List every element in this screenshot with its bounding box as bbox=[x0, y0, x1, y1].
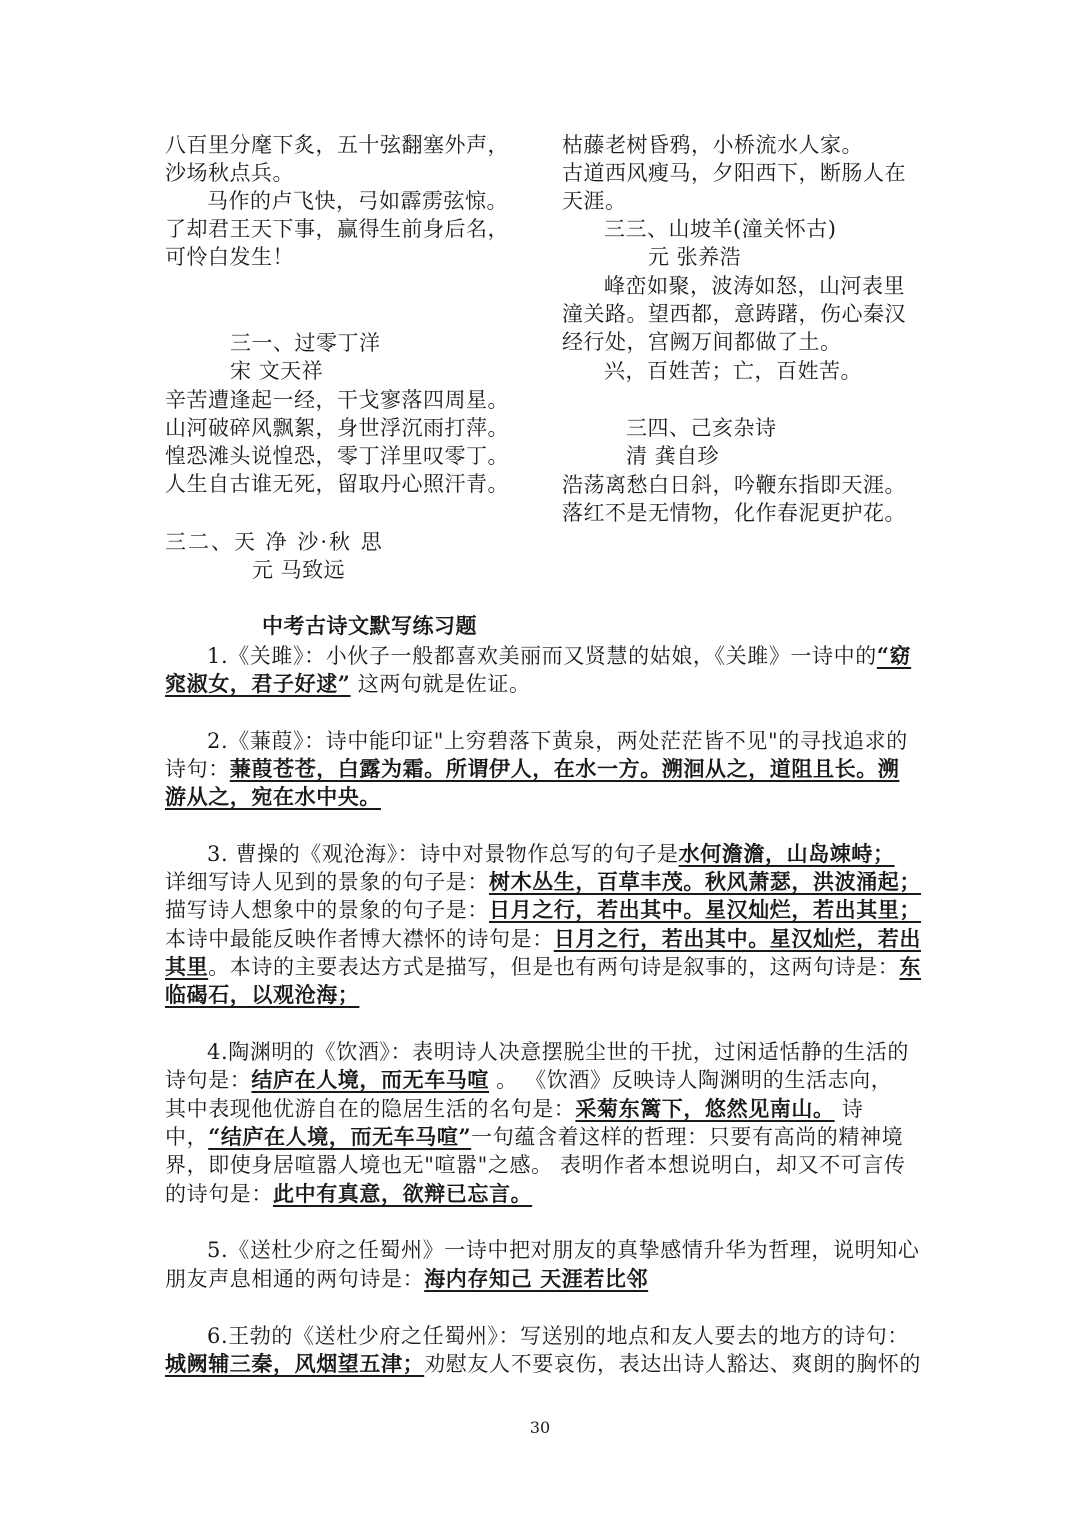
question-text: 其中表现他优游自在的隐居生活的名句是： bbox=[165, 1097, 576, 1121]
question-5-line bbox=[165, 1265, 648, 1293]
question-text: 一句蕴含着这样的哲理：只要有高尚的精神境 bbox=[471, 1125, 904, 1149]
poem-line: 峰峦如聚，波涛如怒，山河表里 bbox=[604, 274, 905, 298]
page-number: 30 bbox=[529, 1418, 551, 1437]
poem-line: 了却君王天下事，赢得生前身后名， bbox=[165, 217, 509, 241]
poem-line: 古道西风瘦马，夕阳西下，断肠人在 bbox=[562, 161, 906, 185]
question-2-line bbox=[207, 727, 908, 755]
poem-line: 辛苦遭逢起一经，干戈寥落四周星。 bbox=[165, 388, 509, 412]
question-text: 的诗句是： bbox=[165, 1182, 273, 1206]
question-5-line bbox=[207, 1236, 919, 1264]
question-4-line bbox=[207, 1038, 909, 1066]
answer-text: 采菊东篱下，悠然见南山。 bbox=[575, 1096, 835, 1121]
poem-line: 兴，百姓苦；亡，百姓苦。 bbox=[604, 359, 862, 383]
poem-line: 马作的卢飞快，弓如霹雳弦惊。 bbox=[207, 189, 508, 213]
poem-author: 清 龚自珍 bbox=[626, 444, 720, 468]
answer-text: 水何澹澹，山岛竦峙； bbox=[678, 841, 895, 866]
poem-line: 山河破碎风飘絮，身世浮沉雨打萍。 bbox=[165, 416, 509, 440]
answer-text: 树木丛生，百草丰茂。秋风萧瑟，洪波涌起； bbox=[489, 869, 921, 894]
poem-title: 三一、过零丁洋 bbox=[230, 331, 381, 355]
question-3-line bbox=[165, 925, 921, 953]
answer-text: 其里 bbox=[165, 954, 209, 979]
question-1-line bbox=[207, 642, 911, 670]
question-text: 诗 bbox=[834, 1097, 864, 1121]
poem-line: 惶恐滩头说惶恐，零丁洋里叹零丁。 bbox=[165, 444, 509, 468]
section-title: 中考古诗文默写练习题 bbox=[262, 613, 477, 638]
question-3-line bbox=[165, 868, 921, 896]
question-text: 界，即使身居喧嚣人境也无"喧嚣"之感。 表明作者本想说明白，却又不可言传 bbox=[165, 1153, 906, 1177]
answer-text: 城阙辅三秦，风烟望五津； bbox=[165, 1351, 425, 1376]
question-text: 这两句就是佐证。 bbox=[350, 672, 531, 696]
question-3-line bbox=[165, 896, 921, 924]
question-text: 诗句： bbox=[165, 757, 230, 781]
poem-author: 宋 文天祥 bbox=[230, 359, 324, 383]
answer-text: 窕淑女，君子好逑” bbox=[165, 671, 351, 696]
question-text: 本诗中最能反映作者博大襟怀的诗句是： bbox=[165, 927, 554, 951]
answer-text: 日月之行，若出其中。星汉灿烂，若出其里； bbox=[489, 897, 921, 922]
poem-line: 八百里分麾下炙，五十弦翻塞外声， bbox=[165, 133, 509, 157]
question-text: 中， bbox=[165, 1125, 209, 1149]
question-6-line bbox=[207, 1322, 909, 1350]
question-text: 劝慰友人不要哀伤，表达出诗人豁达、爽朗的胸怀的 bbox=[424, 1352, 922, 1376]
poem-line: 潼关路。望西都，意踌躇，伤心秦汉 bbox=[562, 302, 906, 326]
question-4-line bbox=[165, 1066, 892, 1094]
answer-text: 日月之行，若出其中。星汉灿烂，若出 bbox=[553, 926, 922, 951]
question-1-line bbox=[165, 670, 531, 698]
answer-text: 东 bbox=[899, 954, 922, 979]
question-text: 诗句是： bbox=[165, 1068, 252, 1092]
poem-line: 天涯。 bbox=[562, 189, 627, 213]
question-text: 4.陶渊明的《饮酒》：表明诗人决意摆脱尘世的干扰，过闲适恬静的生活的 bbox=[207, 1040, 909, 1064]
question-text: 3. 曹操的《观沧海》：诗中对景物作总写的句子是 bbox=[207, 842, 679, 866]
poem-line: 经行处，宫阙万间都做了土。 bbox=[562, 330, 842, 354]
answer-text: 蒹葭苍苍，白露为霜。所谓伊人，在水一方。溯洄从之，道阻且长。溯 bbox=[229, 756, 900, 781]
question-3-line bbox=[165, 953, 921, 981]
poem-line: 浩荡离愁白日斜，吟鞭东指即天涯。 bbox=[562, 473, 906, 497]
answer-text: 游从之，宛在水中央。 bbox=[165, 784, 381, 809]
question-4-line bbox=[165, 1095, 864, 1123]
question-text: 6.王勃的《送杜少府之任蜀州》：写送别的地点和友人要去的地方的诗句： bbox=[207, 1324, 909, 1348]
question-text: 。 《饮酒》反映诗人陶渊明的生活志向， bbox=[489, 1068, 893, 1092]
question-text: 2.《蒹葭》：诗中能印证"上穷碧落下黄泉，两处茫茫皆不见"的寻找追求的 bbox=[207, 729, 908, 753]
question-3-line bbox=[165, 981, 359, 1009]
question-text: 描写诗人想象中的景象的句子是： bbox=[165, 898, 489, 922]
poem-line: 可怜白发生！ bbox=[165, 245, 294, 269]
question-text: 。本诗的主要表达方式是描写，但是也有两句诗是叙事的，这两句诗是： bbox=[208, 955, 900, 979]
poem-line: 人生自古谁无死，留取丹心照汗青。 bbox=[165, 472, 509, 496]
answer-text: “窈 bbox=[876, 643, 912, 668]
poem-line: 沙场秋点兵。 bbox=[165, 161, 294, 185]
question-2-line bbox=[165, 783, 381, 811]
question-4-line bbox=[165, 1123, 903, 1151]
poem-author: 元 张养浩 bbox=[648, 245, 742, 269]
poem-title: 三三、山坡羊(潼关怀古) bbox=[604, 217, 837, 241]
question-4-line bbox=[165, 1151, 906, 1179]
answer-text: 此中有真意，欲辩已忘言。 bbox=[273, 1181, 533, 1206]
answer-text: 海内存知己 天涯若比邻 bbox=[424, 1266, 649, 1291]
question-6-line bbox=[165, 1350, 921, 1378]
poem-author: 元 马致远 bbox=[252, 558, 346, 582]
poem-title: 三二、天 净 沙·秋 思 bbox=[165, 530, 384, 554]
question-4-line bbox=[165, 1180, 532, 1208]
question-text: 5.《送杜少府之任蜀州》一诗中把对朋友的真挚感情升华为哲理，说明知心 bbox=[207, 1238, 920, 1262]
question-text: 1.《关雎》：小伙子一般都喜欢美丽而又贤慧的姑娘，《关雎》一诗中的 bbox=[207, 644, 877, 668]
answer-text: 临碣石，以观沧海； bbox=[165, 982, 360, 1007]
poem-line: 枯藤老树昏鸦，小桥流水人家。 bbox=[562, 133, 863, 157]
question-text: 朋友声息相通的两句诗是： bbox=[165, 1267, 425, 1291]
question-3-line bbox=[207, 840, 895, 868]
question-2-line bbox=[165, 755, 899, 783]
poem-title: 三四、己亥杂诗 bbox=[626, 416, 777, 440]
poem-line: 落红不是无情物，化作春泥更护花。 bbox=[562, 501, 906, 525]
answer-text: “结庐在人境，而无车马喧” bbox=[208, 1124, 472, 1149]
question-text: 详细写诗人见到的景象的句子是： bbox=[165, 870, 489, 894]
answer-text: 结庐在人境，而无车马喧 bbox=[251, 1067, 490, 1092]
